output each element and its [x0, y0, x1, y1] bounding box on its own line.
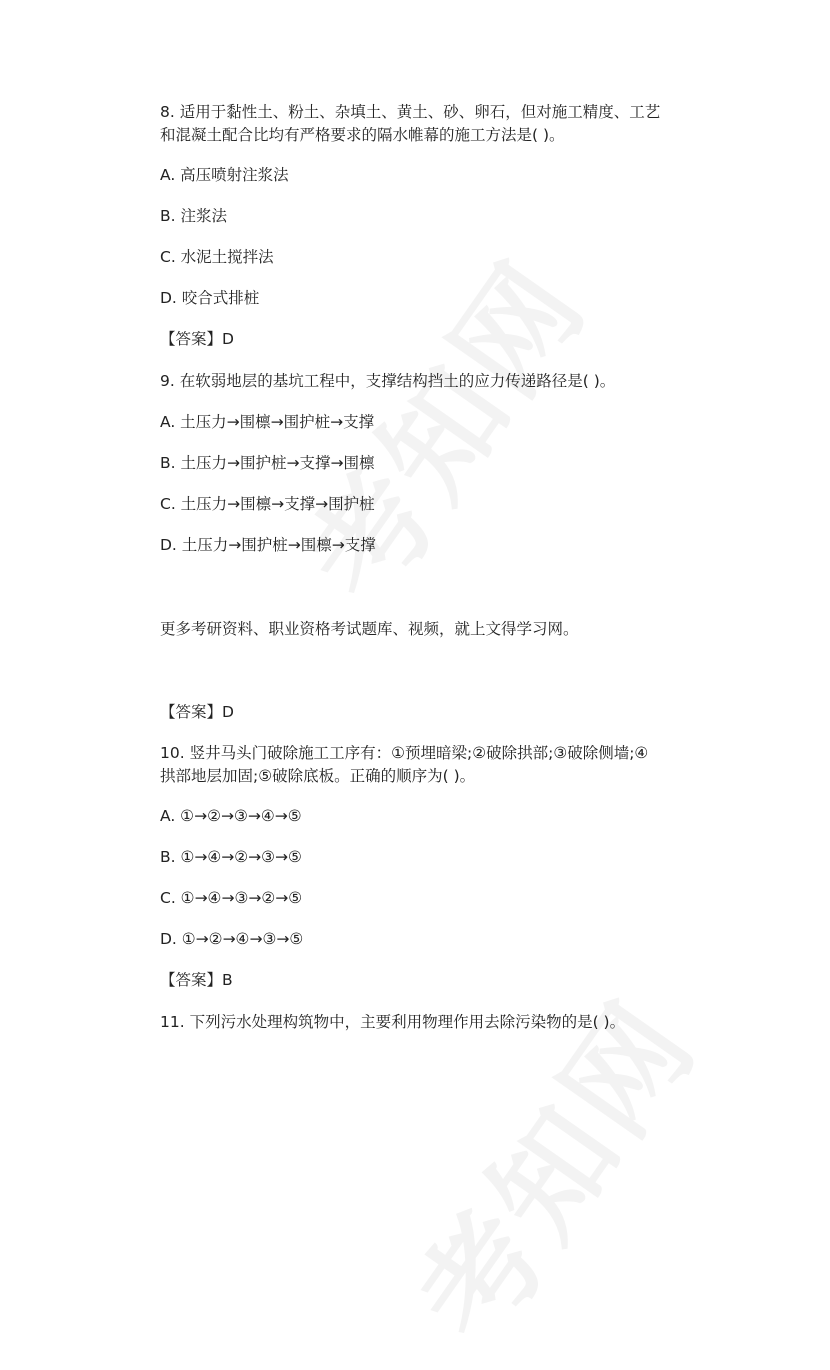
question-8-text-line-2: 和混凝土配合比均有严格要求的隔水帷幕的施工方法是( )。 — [160, 126, 565, 144]
question-10-option-c: C. ①→④→③→②→⑤ — [160, 889, 303, 907]
question-10-option-d: D. ①→②→④→③→⑤ — [160, 930, 304, 948]
question-8-option-a: A. 高压喷射注浆法 — [160, 166, 289, 184]
question-8-option-d: D. 咬合式排桩 — [160, 289, 260, 307]
question-11-text: 11. 下列污水处理构筑物中，主要利用物理作用去除污染物的是( )。 — [160, 1013, 626, 1031]
question-9-option-d: D. 土压力→围护桩→围檩→支撑 — [160, 536, 376, 554]
question-9-option-b: B. 土压力→围护桩→支撑→围檩 — [160, 454, 375, 472]
question-10-option-b: B. ①→④→②→③→⑤ — [160, 848, 302, 866]
question-8-answer: 【答案】D — [160, 330, 234, 348]
question-8-text-line-1: 8. 适用于黏性土、粉土、杂填土、黄土、砂、卵石，但对施工精度、工艺 — [160, 103, 661, 121]
question-10-text-line-1: 10. 竖井马头门破除施工工序有：①预埋暗梁;②破除拱部;③破除侧墙;④ — [160, 744, 649, 762]
question-8-option-b: B. 注浆法 — [160, 207, 227, 225]
question-9-answer: 【答案】D — [160, 703, 234, 721]
question-9-text: 9. 在软弱地层的基坑工程中，支撑结构挡土的应力传递路径是( )。 — [160, 372, 616, 390]
promo-text: 更多考研资料、职业资格考试题库、视频，就上文得学习网。 — [160, 620, 579, 638]
question-9-option-c: C. 土压力→围檩→支撑→围护桩 — [160, 495, 375, 513]
question-8-option-c: C. 水泥土搅拌法 — [160, 248, 274, 266]
question-10-text-line-2: 拱部地层加固;⑤破除底板。正确的顺序为( )。 — [160, 767, 476, 785]
question-9-option-a: A. 土压力→围檩→围护桩→支撑 — [160, 413, 375, 431]
question-10-answer: 【答案】B — [160, 971, 233, 989]
question-10-option-a: A. ①→②→③→④→⑤ — [160, 807, 302, 825]
